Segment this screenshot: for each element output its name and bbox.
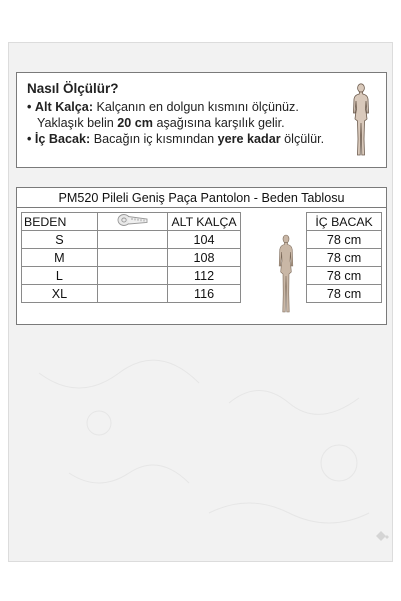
table-row <box>22 285 382 303</box>
inseam-bullet: • <box>27 132 32 146</box>
hip-note-pre: Yaklaşık belin <box>37 116 118 130</box>
row-figure-cell <box>241 267 307 285</box>
hip-note-value: 20 cm <box>117 116 153 130</box>
row-size: XL <box>22 285 98 303</box>
row-figure-cell <box>241 249 307 267</box>
row-hip: 112 <box>167 267 241 285</box>
row-size: S <box>22 231 98 249</box>
size-table <box>21 212 382 303</box>
row-size: M <box>22 249 98 267</box>
female-body-silhouette-icon <box>277 234 295 316</box>
table-row <box>22 231 382 249</box>
hip-bullet: • <box>27 100 32 114</box>
row-inseam: 78 cm <box>307 231 382 249</box>
size-table-box <box>16 187 387 325</box>
row-inseam: 78 cm <box>307 285 382 303</box>
inseam-label: İç Bacak: <box>34 132 91 146</box>
row-empty-cell <box>97 249 167 267</box>
size-table-title: PM520 Pileli Geniş Paça Pantolon - Beden Tablosu <box>17 188 386 208</box>
hip-text: Kalçanın en dolgun kısmını ölçünüz. <box>93 100 299 114</box>
table-row <box>22 267 382 285</box>
header-size: BEDEN <box>22 213 98 231</box>
row-figure-cell <box>241 285 307 303</box>
inseam-text-bold: yere kadar <box>217 132 281 146</box>
row-hip: 104 <box>167 231 241 249</box>
table-header-row <box>22 213 382 231</box>
size-chart-panel <box>8 42 393 562</box>
row-empty-cell <box>97 231 167 249</box>
row-inseam: 78 cm <box>307 249 382 267</box>
row-empty-cell <box>97 285 167 303</box>
inseam-text-post: ölçülür. <box>280 132 325 146</box>
how-to-measure-title: Nasıl Ölçülür? <box>27 81 119 96</box>
inseam-text-pre: Bacağın iç kısmından <box>90 132 218 146</box>
hip-instruction <box>27 99 376 115</box>
row-hip: 116 <box>167 285 241 303</box>
how-to-measure-box <box>16 72 387 168</box>
row-figure-cell <box>241 231 307 249</box>
hip-note <box>27 115 376 131</box>
hip-note-post: aşağısına karşılık gelir. <box>153 116 285 130</box>
row-size: L <box>22 267 98 285</box>
female-body-outline-icon <box>350 83 372 159</box>
row-hip: 108 <box>167 249 241 267</box>
header-inseam: İÇ BACAK <box>307 213 382 231</box>
header-tape-cell <box>97 213 167 231</box>
table-row <box>22 249 382 267</box>
hip-label: Alt Kalça: <box>34 100 94 114</box>
inseam-instruction <box>27 131 376 147</box>
header-hip: ALT KALÇA <box>167 213 241 231</box>
row-inseam: 78 cm <box>307 267 382 285</box>
measuring-tape-icon <box>115 213 149 227</box>
header-figure-cell <box>241 213 307 231</box>
row-empty-cell <box>97 267 167 285</box>
